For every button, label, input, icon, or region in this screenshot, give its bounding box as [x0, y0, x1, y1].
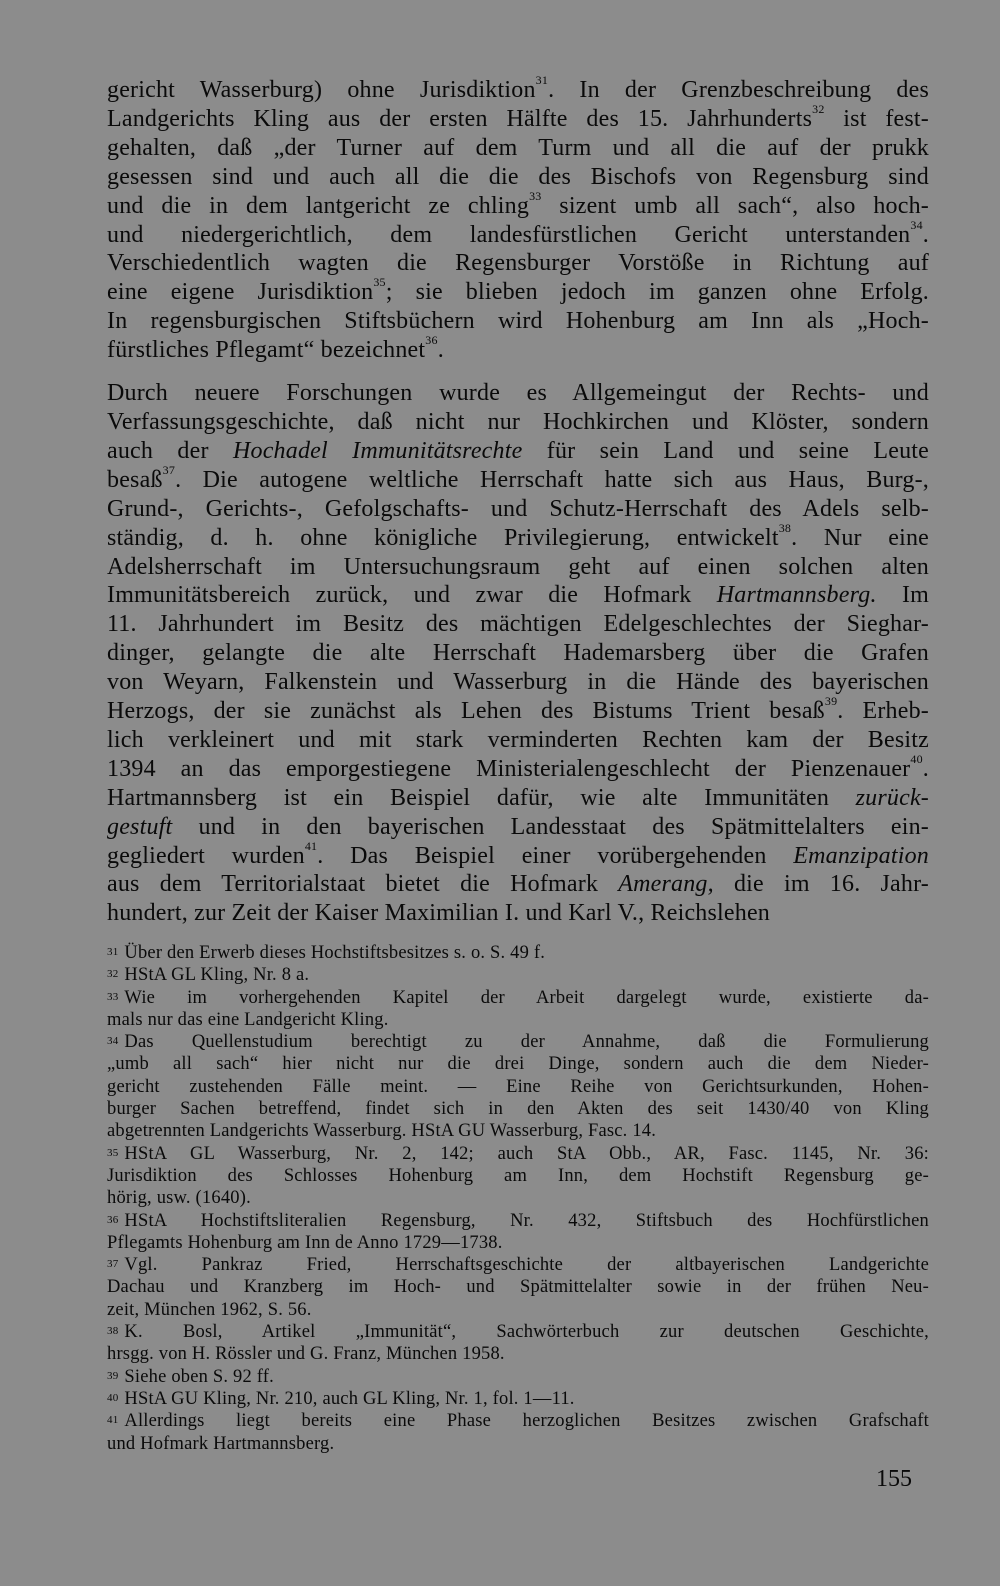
footnote-ref: 38	[778, 520, 792, 535]
text-line: gesessen sind und auch all die die des Bischofs von Regensburg sind	[107, 163, 929, 190]
emphasis: Amerang,	[618, 871, 714, 898]
text-line: eine eigene Jurisdiktion$^{35}$; sie blieben jedoch im ganzen ohne Erfolg.	[107, 275, 929, 306]
text-line: von Weyarn, Falkenstein und Wasserburg in die Hände des bayerischen	[107, 669, 929, 696]
paragraph-1	[107, 73, 930, 365]
footnote-number: 38	[107, 1325, 119, 1338]
footnote-line: $^{36}$ HStA Hochstiftsliteralien Regensburg, Nr. 432, Stiftsbuch des Hochfürstlichen	[107, 1210, 929, 1231]
footnote	[107, 1321, 929, 1366]
footnote	[107, 1143, 929, 1210]
footnote-number: 39	[107, 1369, 119, 1382]
footnote-ref: 37	[162, 462, 176, 477]
paragraph-2	[107, 379, 929, 928]
footnote	[107, 1210, 929, 1255]
footnote-line: $^{39}$ Siehe oben S. 92 ff.	[107, 1366, 274, 1387]
footnote-number: 36	[107, 1213, 119, 1226]
footnote-line: zeit, München 1962, S. 56.	[107, 1299, 312, 1320]
text-line: fürstliches Pflegamt“ bezeichnet$^{36}$.	[107, 333, 444, 364]
footnote-ref: 31	[535, 73, 549, 87]
text-line: Landgerichts Kling aus der ersten Hälfte des 15. Jahrhunderts$^{32}$ ist fest-	[107, 101, 929, 132]
footnote-ref: 32	[812, 101, 825, 116]
text-line: Verfassungsgeschichte, daß nicht nur Hochkirchen und Klöster, sondern	[107, 408, 929, 435]
footnote-ref: 40	[910, 751, 923, 766]
emphasis: zurück-	[855, 784, 929, 811]
text-line: Hartmannsberg ist ein Beispiel dafür, wie alte Immunitäten zurück-	[107, 784, 929, 811]
footnote-number: 35	[107, 1146, 119, 1159]
text-line: gegliedert wurden$^{41}$. Das Beispiel einer vorübergehenden Emanzipation	[107, 838, 929, 869]
footnote-ref: 36	[425, 333, 438, 348]
text-line: Adelsherrschaft im Untersuchungsraum geht auf einen solchen alten	[107, 553, 929, 580]
footnote	[107, 1031, 929, 1142]
footnote-line: Pflegamts Hohenburg am Inn de Anno 1729—1738.	[107, 1232, 503, 1253]
text-line: Durch neuere Forschungen wurde es Allgemeingut der Rechts- und	[107, 380, 929, 407]
text-line: 11. Jahrhundert im Besitz des mächtigen Edelgeschlechtes der Sieghar-	[107, 611, 929, 638]
text-line: besaß$^{37}$. Die autogene weltliche Herrschaft hatte sich aus Haus, Burg-,	[107, 462, 929, 493]
text-line: Herzogs, der sie zunächst als Lehen des Bistums Trient besaß$^{39}$. Erheb-	[107, 694, 929, 725]
emphasis: Emanzipation	[793, 842, 929, 869]
text-line: ständig, d. h. ohne königliche Privilegierung, entwickelt$^{38}$. Nur eine	[107, 520, 930, 551]
footnote-line: hrsgg. von H. Rössler und G. Franz, München 1958.	[107, 1344, 505, 1365]
emphasis: Hochadel Immunitätsrechte	[232, 437, 523, 464]
text-line: hundert, zur Zeit der Kaiser Maximilian I. und Karl V., Reichslehen	[107, 900, 771, 927]
footnote-line: „umb all sach“ hier nicht nur die drei Dinge, sondern auch die dem Nieder-	[107, 1054, 929, 1075]
emphasis: gestuft	[107, 813, 173, 840]
emphasis: Hartmannsberg.	[716, 582, 877, 609]
footnote-number: 34	[107, 1035, 119, 1048]
footnote-ref: 34	[910, 217, 923, 232]
page-number: 155	[876, 1466, 912, 1492]
footnote-line: gericht zustehenden Fälle meint. — Eine Reihe von Gerichtsurkunden, Hohen-	[107, 1076, 929, 1097]
footnotes	[107, 942, 929, 1455]
footnote	[107, 964, 929, 986]
footnote-line: Dachau und Kranzberg im Hoch- und Spätmittelalter sowie in der frühen Neu-	[107, 1277, 929, 1298]
footnote-number: 37	[107, 1258, 119, 1271]
footnote-line: abgetrennten Landgerichts Wasserburg. HStA GU Wasserburg, Fasc. 14.	[107, 1121, 657, 1142]
text-line: gericht Wasserburg) ohne Jurisdiktion$^{31}$. In der Grenzbeschreibung des	[107, 73, 930, 103]
footnote	[107, 942, 929, 964]
text-line: gehalten, daß „der Turner auf dem Turm und all die auf der prukk	[107, 134, 929, 161]
footnote-number: 40	[107, 1391, 119, 1404]
footnote-ref: 39	[824, 694, 838, 709]
text-line: und die in dem lantgericht ze chling$^{33}$ sizent umb all sach“, also hoch-	[107, 188, 929, 219]
footnote-number: 33	[107, 990, 119, 1003]
footnote-ref: 35	[373, 275, 386, 290]
footnote-line: hörig, usw. (1640).	[107, 1188, 251, 1209]
footnote-line: und Hofmark Hartmannsberg.	[107, 1433, 335, 1454]
footnote-line: $^{33}$ Wie im vorhergehenden Kapitel der Arbeit dargelegt wurde, existierte da-	[107, 987, 929, 1008]
text-line: Verschiedentlich wagten die Regensburger Vorstöße in Richtung auf	[107, 250, 929, 277]
text-line: gestuft und in den bayerischen Landesstaat des Spätmittelalters ein-	[107, 813, 929, 840]
footnote-line: burger Sachen betreffend, findet sich in den Akten des seit 1430/40 von Kling	[107, 1099, 929, 1120]
text-line: aus dem Territorialstaat bietet die Hofmark Amerang, die im 16. Jahr-	[107, 871, 929, 898]
text-line: Immunitätsbereich zurück, und zwar die Hofmark Hartmannsberg. Im	[107, 582, 929, 609]
text-line: lich verkleinert und mit stark verminderten Rechten kam der Besitz	[107, 726, 929, 753]
footnote-line: $^{37}$ Vgl. Pankraz Fried, Herrschaftsgeschichte der altbayerischen Landgerichte	[107, 1255, 929, 1276]
footnote-line: $^{34}$ Das Quellenstudium berechtigt zu der Annahme, daß die Formulierung	[107, 1032, 929, 1053]
footnote	[107, 1254, 929, 1321]
footnote-line: $^{32}$ HStA GL Kling, Nr. 8 a.	[107, 965, 310, 986]
text-line: In regensburgischen Stiftsbüchern wird Hohenburg am Inn als „Hoch-	[107, 308, 929, 335]
main-text	[107, 73, 930, 928]
footnote-line: Jurisdiktion des Schlosses Hohenburg am Inn, dem Hochstift Regensburg ge-	[107, 1165, 929, 1186]
footnote-line: mals nur das eine Landgericht Kling.	[107, 1009, 389, 1030]
text-line: Grund-, Gerichts-, Gefolgschafts- und Schutz-Herrschaft des Adels selb-	[107, 495, 929, 522]
footnote-line: $^{40}$ HStA GU Kling, Nr. 210, auch GL Kling, Nr. 1, fol. 1—11.	[107, 1388, 575, 1409]
footnote-number: 32	[107, 968, 119, 981]
footnote	[107, 1410, 929, 1455]
footnote-number: 31	[107, 946, 119, 958]
footnote	[107, 1388, 929, 1410]
text-line: 1394 an das emporgestiegene Ministerialengeschlecht der Pienzenauer$^{40}$.	[107, 751, 929, 782]
footnote-ref: 41	[304, 838, 318, 853]
text-line: dinger, gelangte die alte Herrschaft Hademarsberg über die Grafen	[107, 640, 929, 667]
footnote-ref: 33	[529, 188, 542, 203]
footnote	[107, 1366, 929, 1388]
footnote	[107, 987, 929, 1032]
footnote-line: $^{41}$ Allerdings liegt bereits eine Phase herzoglichen Besitzes zwischen Grafschaft	[107, 1411, 929, 1432]
footnote-line: $^{38}$ K. Bosl, Artikel „Immunität“, Sachwörterbuch zur deutschen Geschichte,	[107, 1322, 929, 1343]
footnote-line: $^{31}$ Über den Erwerb dieses Hochstiftsbesitzes s. o. S. 49 f.	[107, 943, 546, 963]
text-line: auch der Hochadel Immunitätsrechte für sein Land und seine Leute	[107, 437, 930, 464]
footnote-number: 41	[107, 1414, 119, 1427]
text-line: und niedergerichtlich, dem landesfürstlichen Gericht unterstanden$^{34}$.	[107, 217, 929, 248]
footnote-line: $^{35}$ HStA GL Wasserburg, Nr. 2, 142; auch StA Obb., AR, Fasc. 1145, Nr. 36:	[107, 1143, 929, 1164]
